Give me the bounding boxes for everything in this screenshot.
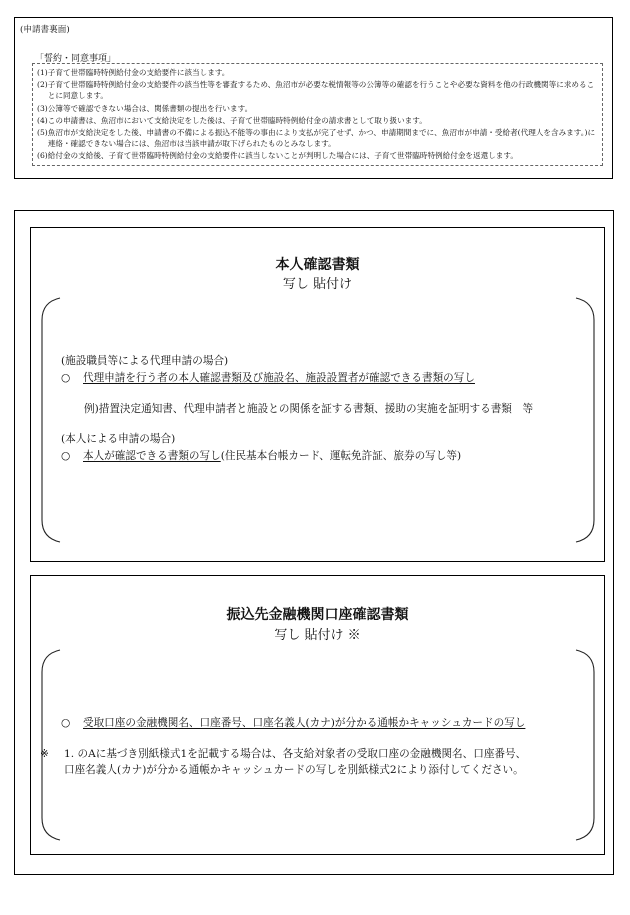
identity-panel-title: 本人確認書類 xyxy=(275,257,360,273)
agreement-title: 「誓約・同意事項」 xyxy=(35,54,117,64)
proxy-application-heading: (施設職員等による代理申請の場合) xyxy=(61,355,229,367)
agreement-item xyxy=(37,127,599,149)
bank-document-item xyxy=(61,717,525,730)
agreement-section xyxy=(14,17,613,179)
item-number: (6) xyxy=(37,151,48,161)
item-number: (1) xyxy=(37,68,48,77)
agreement-list xyxy=(32,63,603,166)
proxy-document-item xyxy=(61,372,475,385)
item-number: (3) xyxy=(37,103,48,113)
bank-panel-title: 振込先金融機関口座確認書類 xyxy=(226,607,409,623)
circle-bullet-icon: ○ xyxy=(61,372,71,384)
item-number: (4) xyxy=(37,115,48,125)
self-application-heading: (本人による申請の場合) xyxy=(61,433,176,445)
proxy-document-text: 代理申請を行う者の本人確認書類及び施設名、施設設置者が確認できる書類の写し xyxy=(83,372,475,384)
note-mark: ※ xyxy=(40,748,49,760)
item-text: 魚沼市が支給決定をした後、申請書の不備による振込不能等の事由により支払が完了せず、かつ、申請期間までに、魚沼市が申請・受給者(代理人を含みます。)に連絡・確認できない場合には、魚沼市は当該申請が取下げられたものとみなします。 xyxy=(47,128,596,149)
self-document-text: 本人が確認できる書類の写し xyxy=(83,450,221,462)
circle-bullet-icon: ○ xyxy=(61,450,71,462)
agreement-item xyxy=(37,79,599,101)
agreement-item xyxy=(37,115,599,126)
item-number: (2) xyxy=(37,80,48,90)
item-text: 給付金の支給後、子育て世帯臨時特例給付金の支給要件に該当しないことが判明した場合には、子育て世帯臨時特例給付金を返還します。 xyxy=(47,151,518,161)
bank-panel-subtitle: 写し 貼付け ※ xyxy=(274,628,361,643)
item-text: 公簿等で確認できない場合は、関係書類の提出を行います。 xyxy=(47,103,253,113)
identity-panel-subtitle: 写し 貼付け xyxy=(282,277,353,292)
identity-paste-area-bracket xyxy=(38,294,598,544)
item-text: 子育て世帯臨時特例給付金の支給要件の該当性等を審査するため、魚沼市が必要な税情報等の公簿等の確認を行うことや必要な資料を他の行政機関等に求めることに同意します。 xyxy=(47,80,595,101)
self-document-note: (住民基本台帳カード、運転免許証、旅券の写し等) xyxy=(220,450,462,462)
bank-paste-area-bracket xyxy=(38,646,598,842)
agreement-item xyxy=(37,150,599,161)
bank-document-text: 受取口座の金融機関名、口座番号、口座名義人(カナ)が分かる通帳かキャッシュカードの写し xyxy=(83,717,526,729)
reverse-side-caption: (申請書裏面) xyxy=(20,25,70,35)
proxy-document-example: 例)措置決定通知書、代理申請者と施設との関係を証する書類、援助の実施を証明する書類 等 xyxy=(84,403,534,415)
self-document-item xyxy=(61,450,461,463)
bank-note-line-2: 口座名義人(カナ)が分かる通帳かキャッシュカードの写しを別紙様式2により添付してください。 xyxy=(64,764,524,776)
agreement-item xyxy=(37,67,599,78)
circle-bullet-icon: ○ xyxy=(61,717,71,729)
agreement-item xyxy=(37,103,599,114)
item-text: この申請書は、魚沼市において支給決定をした後は、子育て世帯臨時特例給付金の請求書として取り扱います。 xyxy=(47,115,427,125)
item-number: (5) xyxy=(37,128,48,138)
item-text: 子育て世帯臨時特例給付金の支給要件に該当します。 xyxy=(47,68,230,77)
bank-note-text-1: 1. のAに基づき別紙様式1を記載する場合は、各支給対象者の受取口座の金融機関名、口座番号、 xyxy=(64,748,527,760)
bank-note-line-1 xyxy=(40,748,526,761)
